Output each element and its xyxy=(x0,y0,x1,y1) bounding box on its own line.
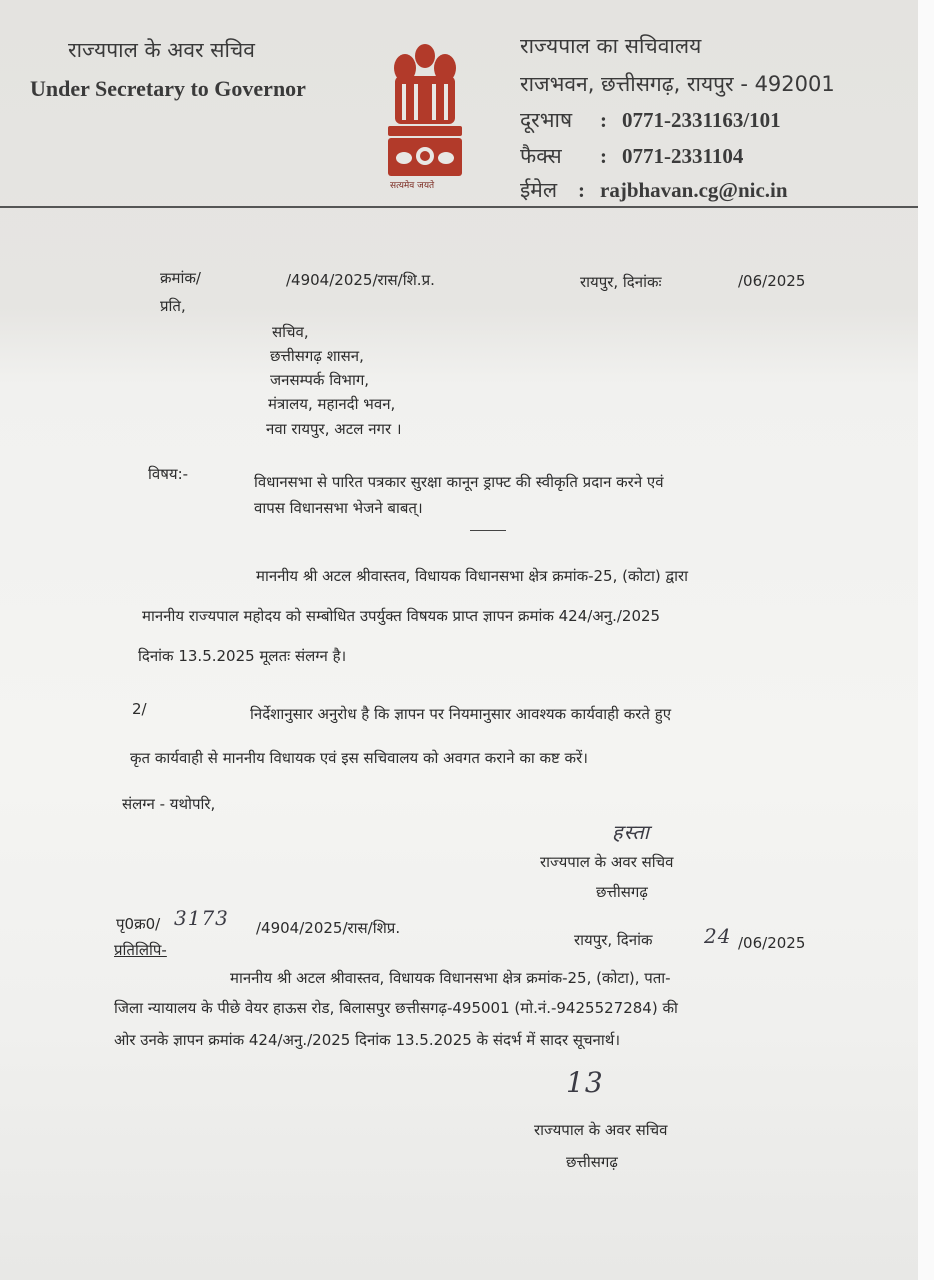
addressee-line: सचिव, xyxy=(272,323,309,341)
fax-value: 0771-2331104 xyxy=(622,144,744,168)
subject-divider xyxy=(470,530,506,531)
copy-line: जिला न्यायालय के पीछे वेयर हाऊस रोड, बिलासपुर छत्तीसगढ़-495001 (मो.नं.-9425527284) की xyxy=(114,999,678,1017)
reference-place-date-label: रायपुर, दिनांकः xyxy=(580,273,662,291)
subject-line: विधानसभा से पारित पत्रकार सुरक्षा कानून ड्राफ्ट की स्वीकृति प्रदान करने एवं xyxy=(254,473,664,491)
enclosure-note: संलग्न - यथोपरि, xyxy=(122,795,216,813)
copy-line: ओर उनके ज्ञापन क्रमांक 424/अनु./2025 दिनांक 13.5.2025 के संदर्भ में सादर सूचनार्थ। xyxy=(114,1031,621,1049)
body-paragraph-line: कृत कार्यवाही से माननीय विधायक एवं इस सचिवालय को अवगत कराने का कष्ट करें। xyxy=(130,749,588,767)
body-paragraph-line: निर्देशानुसार अनुरोध है कि ज्ञापन पर नियमानुसार आवश्यक कार्यवाही करते हुए xyxy=(250,705,671,723)
addressee-line: नवा रायपुर, अटल नगर । xyxy=(266,420,402,438)
signatory-designation: राज्यपाल के अवर सचिव xyxy=(540,853,674,871)
endorsement-place-date-label: रायपुर, दिनांक xyxy=(574,931,653,949)
email-value: rajbhavan.cg@nic.in xyxy=(600,178,788,202)
body-paragraph-line: माननीय श्री अटल श्रीवास्तव, विधायक विधानसभा क्षेत्र क्रमांक-25, (कोटा) द्वारा xyxy=(256,567,688,585)
email-colon: : xyxy=(578,178,585,202)
email-label: ईमेल xyxy=(520,178,558,202)
body-paragraph-line: माननीय राज्यपाल महोदय को सम्बोधित उपर्युक्त विषयक प्राप्त ज्ञापन क्रमांक 424/अनु./2025 xyxy=(142,607,661,625)
addressee-line: मंत्रालय, महानदी भवन, xyxy=(268,395,396,413)
reference-number: /4904/2025/रास/शि.प्र. xyxy=(286,271,435,289)
office-name: राज्यपाल का सचिवालय xyxy=(520,34,702,58)
fax-colon: : xyxy=(600,144,607,168)
fax-label: फैक्स xyxy=(520,144,562,168)
emblem-lions-icon xyxy=(380,40,470,196)
endorsement-number-suffix: /4904/2025/रास/शिप्र. xyxy=(256,919,401,937)
reference-number-label: क्रमांक/ xyxy=(160,269,201,287)
email-row xyxy=(520,176,788,204)
page-edge xyxy=(918,0,934,1280)
endorsement-number-prefix: पृ0क्र0/ xyxy=(116,915,161,933)
phone-label: दूरभाष xyxy=(520,108,573,132)
letterhead-divider xyxy=(0,206,918,208)
signatory-state: छत्तीसगढ़ xyxy=(596,883,648,901)
endorsement-date-handwritten: 24 xyxy=(704,924,732,948)
paragraph-number: 2/ xyxy=(132,700,147,718)
signatory-designation: राज्यपाल के अवर सचिव xyxy=(534,1121,668,1139)
phone-value: 0771-2331163/101 xyxy=(622,108,781,132)
national-emblem xyxy=(380,40,470,196)
addressee-line: जनसम्पर्क विभाग, xyxy=(270,371,370,389)
body-paragraph-line: दिनांक 13.5.2025 मूलतः संलग्न है। xyxy=(138,647,347,665)
endorsement-date-suffix: /06/2025 xyxy=(738,934,806,952)
endorsement-number-handwritten: 3173 xyxy=(174,906,229,930)
fax-row xyxy=(520,142,743,170)
reference-date: /06/2025 xyxy=(738,272,806,290)
copy-line: माननीय श्री अटल श्रीवास्तव, विधायक विधानसभा क्षेत्र क्रमांक-25, (कोटा), पता- xyxy=(230,969,671,987)
emblem-motto: सत्यमेव जयते xyxy=(390,181,435,191)
signature-mark: 13 xyxy=(566,1066,604,1099)
signatory-state: छत्तीसगढ़ xyxy=(566,1153,618,1171)
phone-colon: : xyxy=(600,108,607,132)
left-title-english: Under Secretary to Governor xyxy=(30,76,306,101)
to-label: प्रति, xyxy=(160,297,186,315)
subject-label: विषय:- xyxy=(148,465,189,483)
subject-line: वापस विधानसभा भेजने बाबत्। xyxy=(254,499,423,517)
left-title-hindi: राज्यपाल के अवर सचिव xyxy=(68,38,255,62)
addressee-line: छत्तीसगढ़ शासन, xyxy=(270,347,364,365)
office-address: राजभवन, छत्तीसगढ़, रायपुर - 492001 xyxy=(520,72,835,96)
copy-label: प्रतिलिपि- xyxy=(114,941,167,959)
signature-mark: हस्ता xyxy=(612,820,650,844)
phone-row xyxy=(520,106,781,134)
